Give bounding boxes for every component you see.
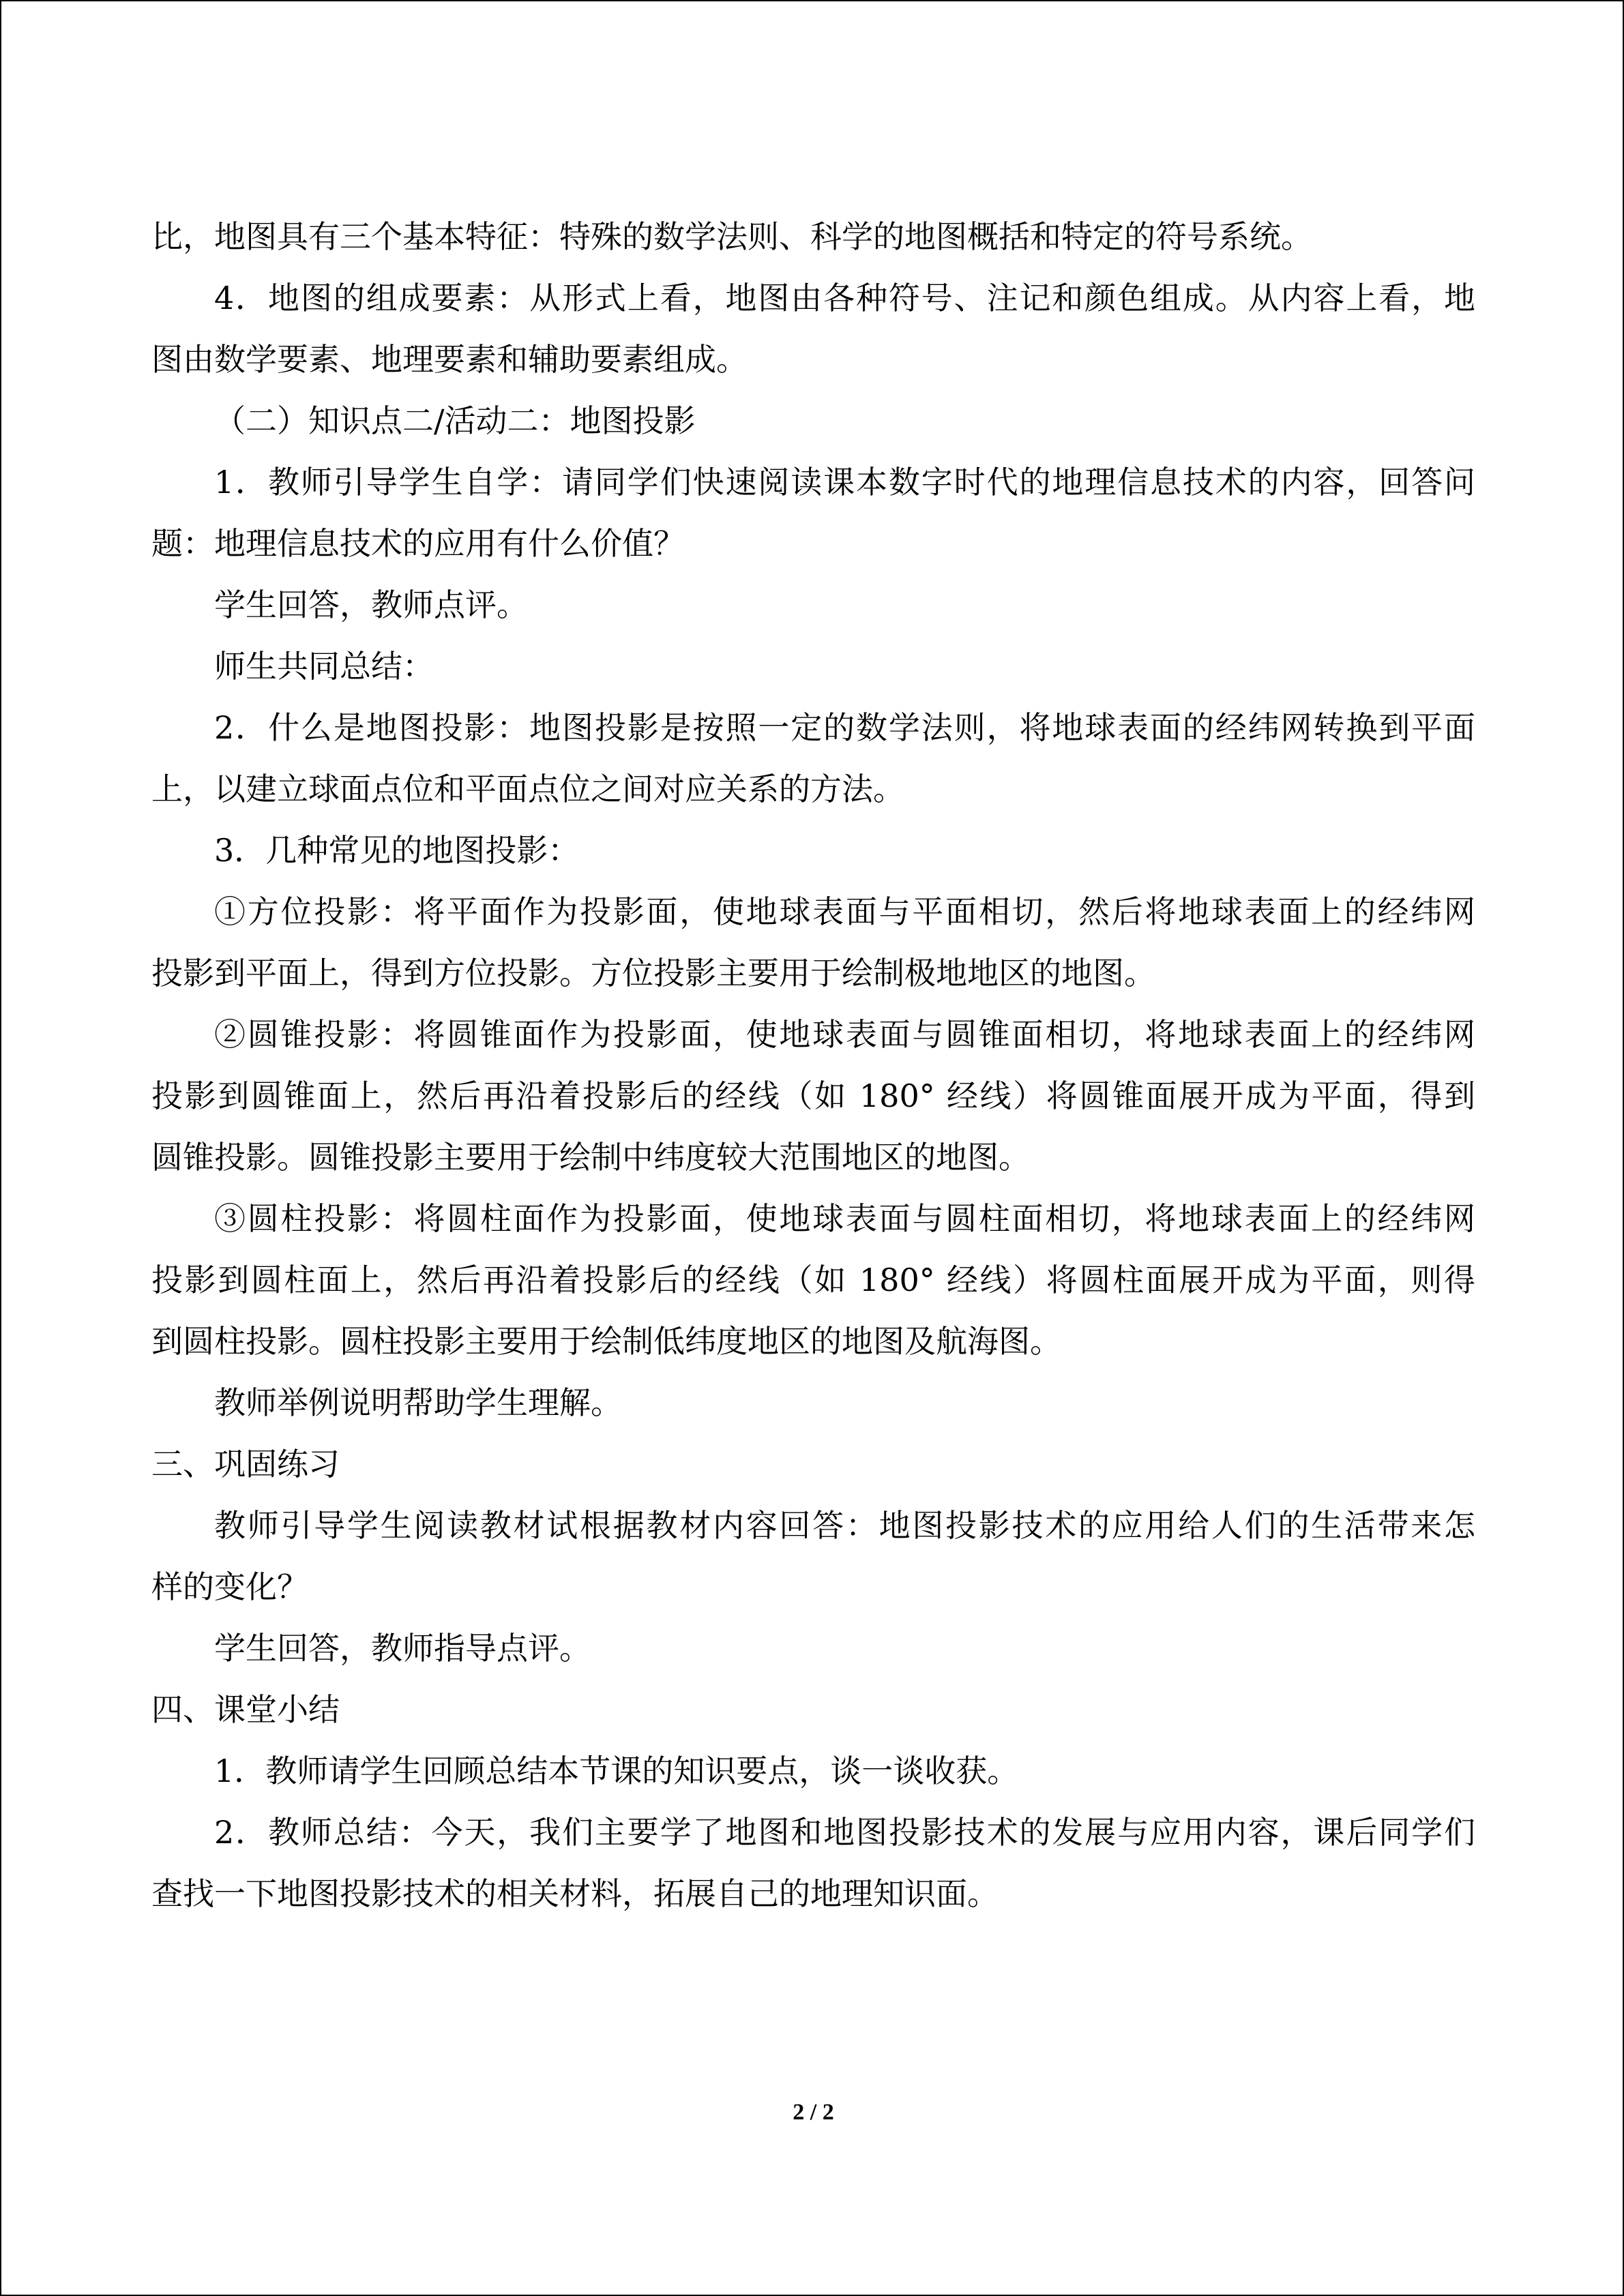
text-line: 师生共同总结： [214,648,434,685]
text-line: 学生回答，教师指导点评。 [214,1630,591,1667]
text-line: 图由数学要素、地理要素和辅助要素组成。 [151,341,748,378]
text-line: 投影到圆锥面上，然后再沿着投影后的经线（如 180° 经线）将圆锥面展开成为平面，得到 [151,1077,1475,1114]
text-line: 上，以建立球面点位和平面点位之间对应关系的方法。 [151,771,904,807]
text-line: ①方位投影：将平面作为投影面，使地球表面与平面相切，然后将地球表面上的经纬网 [214,893,1475,930]
text-line: 比，地图具有三个基本特征：特殊的数学法则、科学的地图概括和特定的符号系统。 [151,218,1312,255]
text-line: 教师引导学生阅读教材试根据教材内容回答：地图投影技术的应用给人们的生活带来怎 [214,1507,1475,1544]
section-heading: （二）知识点二/活动二：地图投影 [214,402,696,439]
text-line: 2．教师总结：今天，我们主要学了地图和地图投影技术的发展与应用内容，课后同学们 [214,1814,1475,1851]
page-number: 2 / 2 [793,2100,834,2125]
text-line: 3．几种常见的地图投影： [214,832,580,869]
text-line: 教师举例说明帮助学生理解。 [214,1384,622,1421]
section-heading: 三、巩固练习 [151,1446,340,1482]
text-line: 圆锥投影。圆锥投影主要用于绘制中纬度较大范围地区的地图。 [151,1139,1030,1176]
text-line: 投影到圆柱面上，然后再沿着投影后的经线（如 180° 经线）将圆柱面展开成为平面，则得 [151,1262,1475,1298]
text-line: 查找一下地图投影技术的相关材料，拓展自己的地理知识面。 [151,1875,999,1912]
text-line: 1．教师请学生回顾总结本节课的知识要点，谈一谈收获。 [214,1753,1019,1789]
text-line: 题：地理信息技术的应用有什么价值？ [151,525,685,562]
text-line: 投影到平面上，得到方位投影。方位投影主要用于绘制极地地区的地图。 [151,955,1155,992]
section-heading: 四、课堂小结 [151,1691,340,1728]
text-line: ③圆柱投影：将圆柱面作为投影面，使地球表面与圆柱面相切，将地球表面上的经纬网 [214,1200,1475,1237]
text-line: 2．什么是地图投影：地图投影是按照一定的数学法则，将地球表面的经纬网转换到平面 [214,709,1475,746]
text-line: 1．教师引导学生自学：请同学们快速阅读课本数字时代的地理信息技术的内容，回答问 [214,464,1475,501]
document-body [151,206,1475,1924]
text-line: 4．地图的组成要素：从形式上看，地图由各种符号、注记和颜色组成。从内容上看，地 [214,280,1475,316]
text-line: 样的变化？ [151,1568,308,1605]
text-line: 到圆柱投影。圆柱投影主要用于绘制低纬度地区的地图及航海图。 [151,1323,1061,1360]
text-line: ②圆锥投影：将圆锥面作为投影面，使地球表面与圆锥面相切，将地球表面上的经纬网 [214,1016,1475,1053]
text-line: 学生回答，教师点评。 [214,586,528,623]
